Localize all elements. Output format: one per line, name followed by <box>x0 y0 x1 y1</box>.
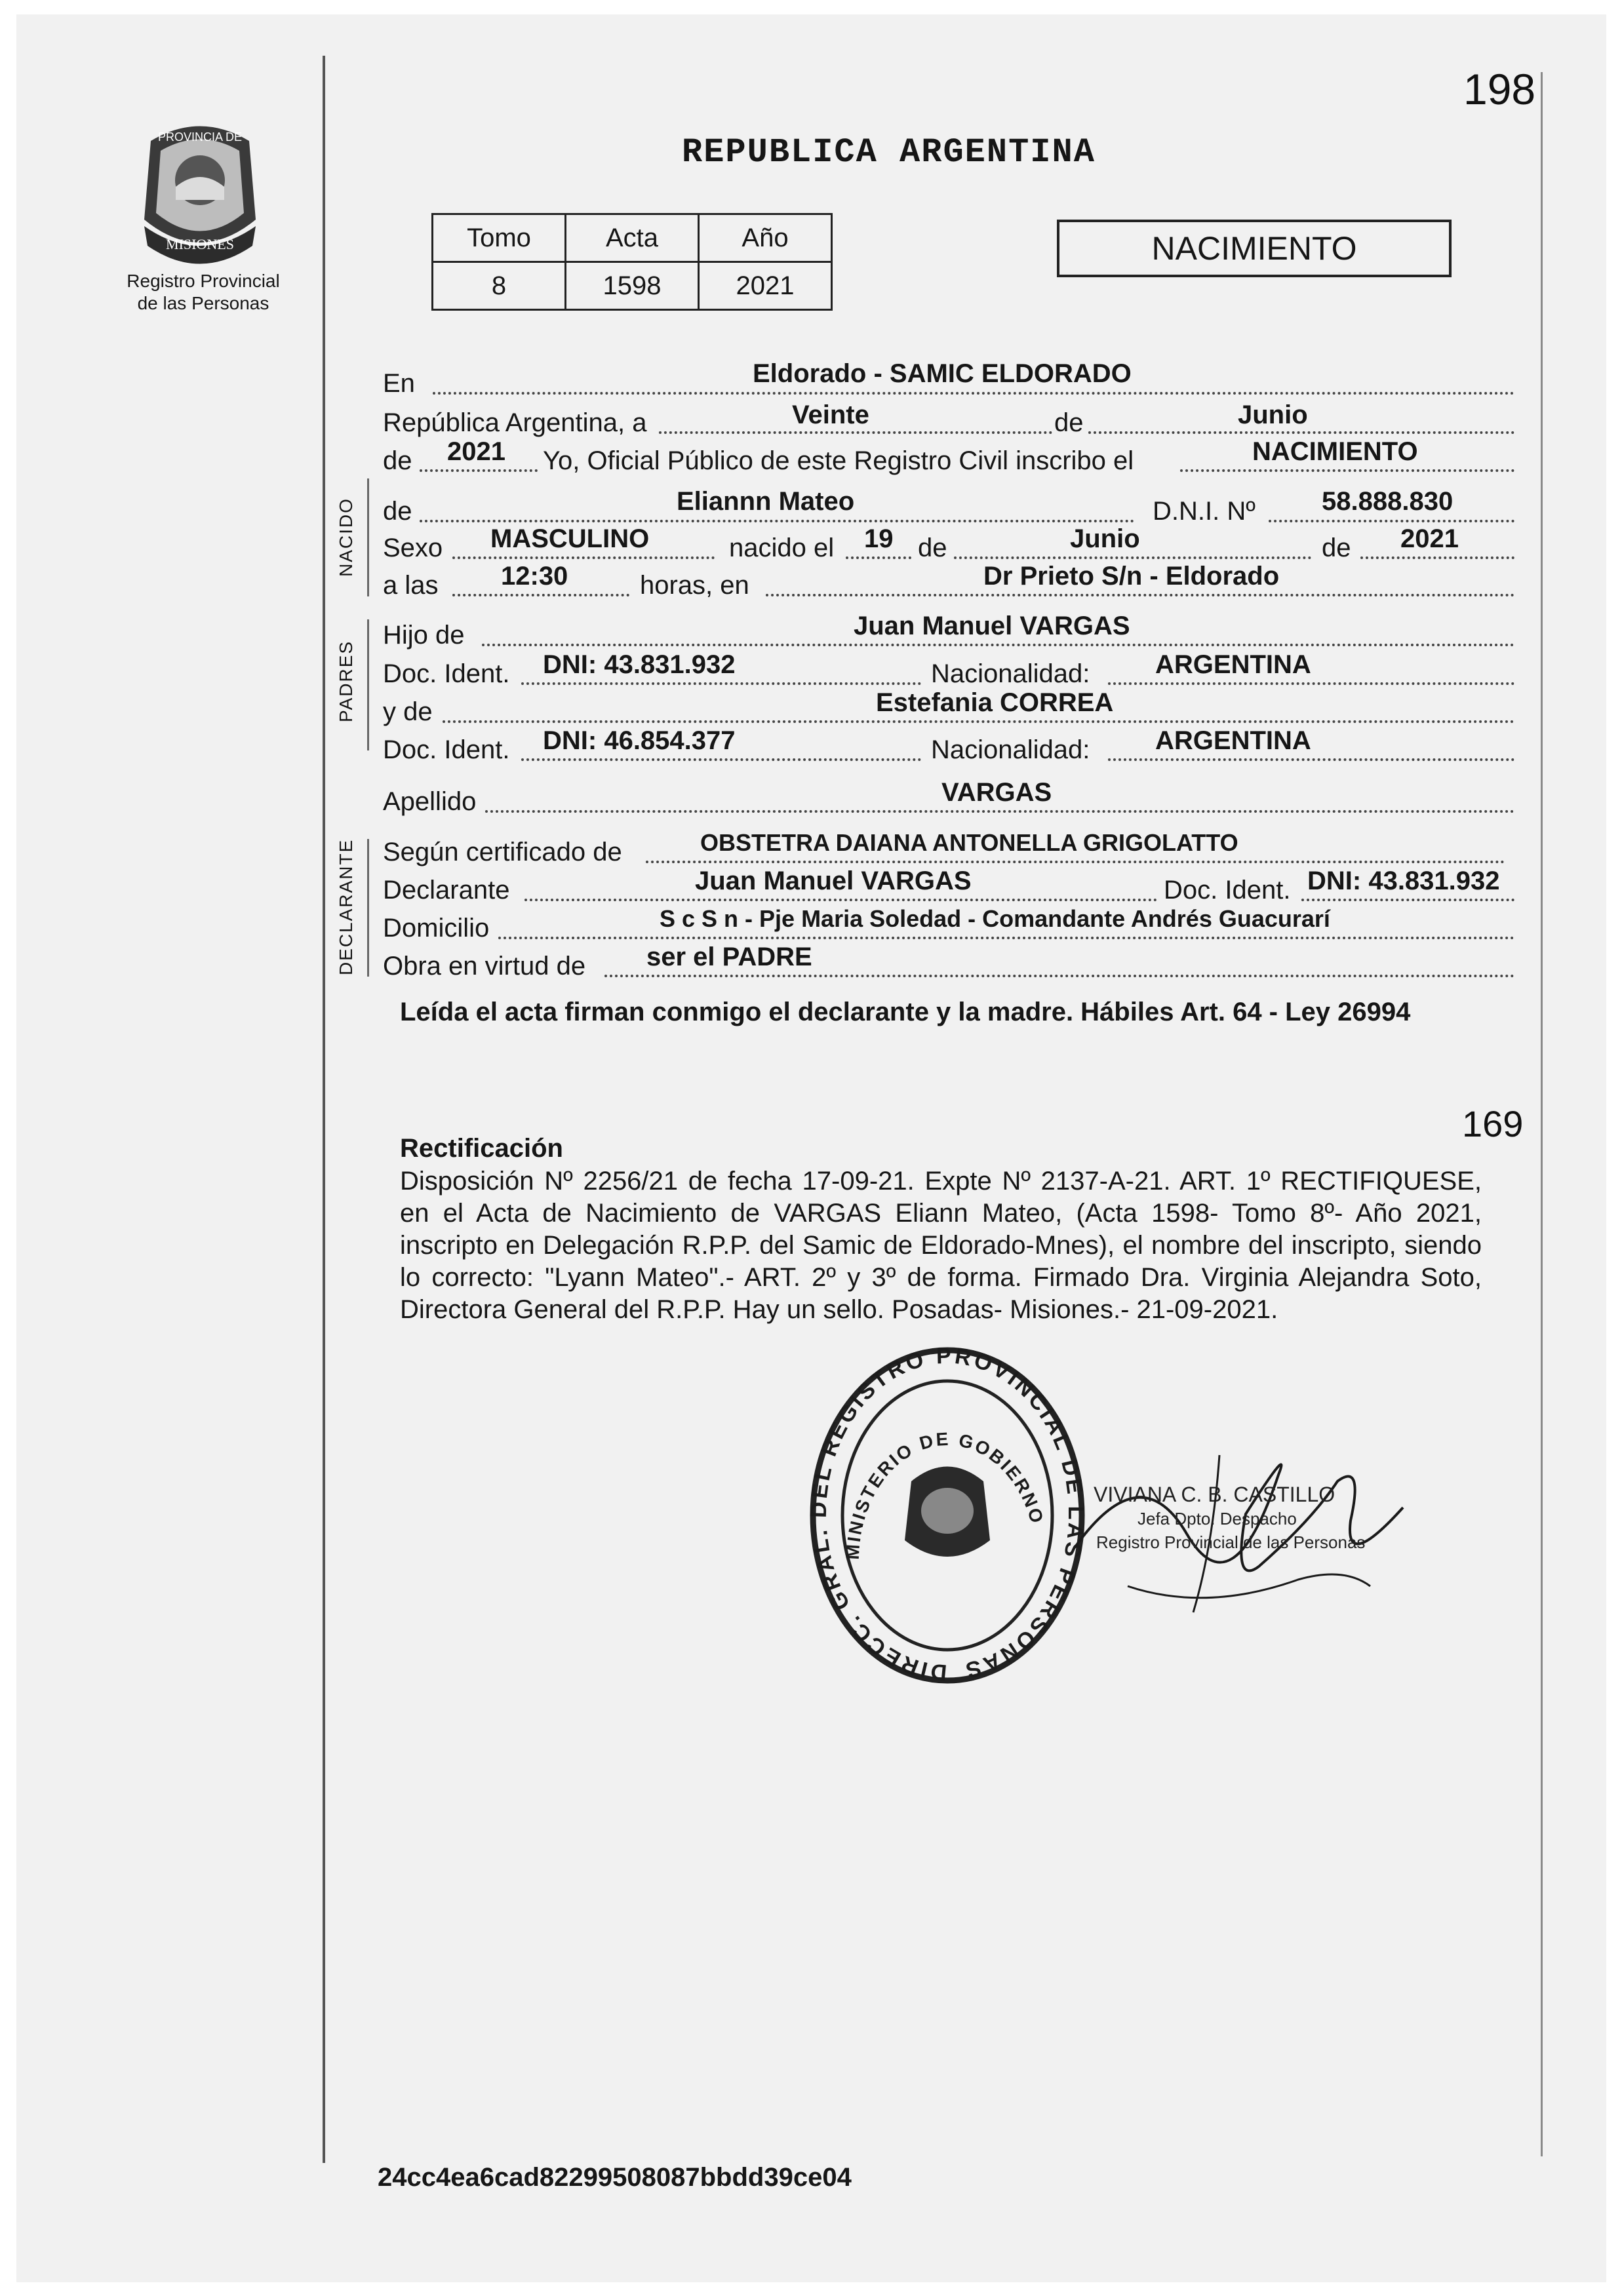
declarante-label: Declarante <box>383 876 510 905</box>
nombre-de-label: de <box>383 497 412 526</box>
de-label-4: de <box>1322 534 1351 562</box>
obra-value: ser el PADRE <box>646 943 812 971</box>
declarante-doc-dotted-line <box>1301 899 1514 901</box>
svg-text:PROVINCIA DE: PROVINCIA DE <box>157 130 243 144</box>
meta-value-acta: 1598 <box>566 262 699 310</box>
meta-value-anio: 2021 <box>699 262 832 310</box>
anio-dotted-line <box>420 469 538 472</box>
madre-doc-dotted-line <box>521 758 921 761</box>
hora-dotted-line <box>452 594 629 596</box>
svg-text:DIRECC. GRAL. DEL REGISTRO PRO: DIRECC. GRAL. DEL REGISTRO PROVINCIAL DE LAS PERSONAS <box>806 1344 1088 1685</box>
apellido-dotted-line <box>485 810 1514 813</box>
document-sheet <box>16 14 1606 2282</box>
domicilio-dotted-line <box>498 937 1514 939</box>
meta-header-anio: Año <box>699 214 832 262</box>
inscribo-dotted-line <box>1180 469 1514 472</box>
meta-header-acta: Acta <box>566 214 699 262</box>
en-label: En <box>383 369 415 398</box>
meta-header-tomo: Tomo <box>433 214 566 262</box>
nacido-dia-value: 19 <box>864 524 894 553</box>
apellido-label: Apellido <box>383 787 477 816</box>
svg-text:MINISTERIO DE GOBIERNO: MINISTERIO DE GOBIERNO <box>842 1428 1048 1561</box>
registry-meta-table <box>431 213 833 311</box>
madre-doc-label: Doc. Ident. <box>383 735 510 764</box>
sexo-value: MASCULINO <box>490 524 650 553</box>
de-label-2: de <box>383 446 412 475</box>
obra-label: Obra en virtud de <box>383 952 586 981</box>
dia-dotted-line <box>659 431 1052 434</box>
rectificacion-body: Disposición Nº 2256/21 de fecha 17-09-21. Expte Nº 2137-A-21. ART. 1º RECTIFIQUESE, en el Acta de Nacimiento de VARGAS Eliann Mateo, (Acta 1598- Tomo 8º- Año 2021, inscripto en Delegación R.P.P. del Samic de Eldorado-Mnes), el nombre del inscripto, siendo lo correcto: "Lyann Mateo".- ART. 2º y 3º de forma. Firmado Dra. Virginia Alejandra Soto, Directora General del R.P.P. Hay un sello. Posadas- Misiones.- 21-09-2021. <box>400 1167 1482 1324</box>
section-label-declarante: DECLARANTE <box>336 838 356 975</box>
mes-value: Junio <box>1238 400 1308 429</box>
page-number-top: 198 <box>1463 65 1536 113</box>
padre-value: Juan Manuel VARGAS <box>854 612 1130 640</box>
apellido-value: VARGAS <box>941 778 1052 807</box>
nacido-anio-dotted-line <box>1360 556 1514 559</box>
section-label-nacido: NACIDO <box>336 497 356 577</box>
certificado-dotted-line <box>646 861 1505 863</box>
sexo-label: Sexo <box>383 534 443 562</box>
nacido-mes-dotted-line <box>954 556 1311 559</box>
meta-value-tomo: 8 <box>433 262 566 310</box>
lugar-value: Dr Prieto S/n - Eldorado <box>983 562 1280 591</box>
domicilio-value: S c S n - Pje Maria Soledad - Comandante Andrés Guacurarí <box>660 905 1330 932</box>
section-label-padres: PADRES <box>336 640 356 722</box>
dni-value: 58.888.830 <box>1322 487 1454 516</box>
nombre-dotted-line <box>420 520 1134 522</box>
yo-oficial-label: Yo, Oficial Público de este Registro Civil inscribo el <box>543 446 1134 475</box>
padre-dotted-line <box>482 644 1514 646</box>
horas-en-label: horas, en <box>640 571 749 600</box>
padre-doc-value: DNI: 43.831.932 <box>543 650 736 679</box>
padres-section-rule <box>367 619 369 750</box>
mes-dotted-line <box>1088 431 1514 434</box>
hijo-de-label: Hijo de <box>383 621 465 650</box>
dia-value: Veinte <box>792 400 869 429</box>
certificado-label: Según certificado de <box>383 838 622 866</box>
logo-caption-line1: Registro Provincial <box>127 271 280 291</box>
place-value: Eldorado - SAMIC ELDORADO <box>753 359 1132 388</box>
padre-doc-dotted-line <box>521 682 921 685</box>
de-label-3: de <box>918 534 947 562</box>
inscribo-value: NACIMIENTO <box>1252 437 1418 466</box>
declarante-value: Juan Manuel VARGAS <box>695 866 972 895</box>
logo-caption-line2: de las Personas <box>137 293 269 313</box>
page-number-rectificacion: 169 <box>1462 1103 1524 1144</box>
signatory-name: VIVIANA C. B. CASTILLO <box>1094 1483 1335 1506</box>
logo-caption <box>105 270 302 315</box>
y-de-label: y de <box>383 697 433 726</box>
declarante-dotted-line <box>524 899 1157 901</box>
padre-nacionalidad-label: Nacionalidad: <box>931 659 1090 688</box>
coat-of-arms-logo <box>125 115 275 279</box>
declarante-section-rule <box>367 839 369 977</box>
lugar-dotted-line <box>766 594 1514 596</box>
nacido-mes-value: Junio <box>1070 524 1140 553</box>
official-seal-stamp <box>806 1344 1088 1698</box>
de-label-1: de <box>1054 408 1084 437</box>
right-margin-rule <box>1541 72 1543 2156</box>
a-las-label: a las <box>383 571 439 600</box>
nacido-el-label: nacido el <box>729 534 835 562</box>
nacido-anio-value: 2021 <box>1400 524 1459 553</box>
madre-nac-dotted-line <box>1108 758 1514 761</box>
madre-value: Estefania CORREA <box>876 688 1114 717</box>
nombre-value: Eliannn Mateo <box>677 487 855 516</box>
madre-doc-value: DNI: 46.854.377 <box>543 726 736 755</box>
document-hash: 24cc4ea6cad82299508087bbdd39ce04 <box>378 2163 852 2192</box>
rectificacion-title: Rectificación <box>400 1134 563 1163</box>
signatory-role: Jefa Dpto. Despacho <box>1137 1509 1297 1528</box>
anio-value: 2021 <box>447 437 505 466</box>
padre-nac-dotted-line <box>1108 682 1514 685</box>
dni-label: D.N.I. Nº <box>1153 497 1256 526</box>
sexo-dotted-line <box>452 556 715 559</box>
signatory-org: Registro Provincial de las Personas <box>1096 1532 1366 1552</box>
left-margin-rule <box>323 56 325 2163</box>
padre-nac-value: ARGENTINA <box>1155 650 1311 679</box>
nacido-dia-dotted-line <box>846 556 911 559</box>
dni-dotted-line <box>1269 520 1514 522</box>
padre-doc-label: Doc. Ident. <box>383 659 510 688</box>
republica-label: República Argentina, a <box>383 408 647 437</box>
certificado-value: OBSTETRA DAIANA ANTONELLA GRIGOLATTO <box>700 829 1238 856</box>
document-type-box: NACIMIENTO <box>1057 220 1452 277</box>
country-title: REPUBLICA ARGENTINA <box>682 133 1096 172</box>
madre-nacionalidad-label: Nacionalidad: <box>931 735 1090 764</box>
nacido-section-rule <box>367 478 369 596</box>
closing-statement: Leída el acta firman conmigo el declarante y la madre. Hábiles Art. 64 - Ley 26994 <box>400 998 1411 1026</box>
hora-value: 12:30 <box>501 562 568 591</box>
declarante-doc-label: Doc. Ident. <box>1164 876 1291 905</box>
declarante-doc-value: DNI: 43.831.932 <box>1307 866 1500 895</box>
svg-text:MISIONES: MISIONES <box>166 236 234 252</box>
en-dotted-line <box>433 392 1514 395</box>
domicilio-label: Domicilio <box>383 914 490 943</box>
obra-dotted-line <box>604 975 1514 977</box>
madre-nac-value: ARGENTINA <box>1155 726 1311 755</box>
madre-dotted-line <box>443 720 1514 723</box>
